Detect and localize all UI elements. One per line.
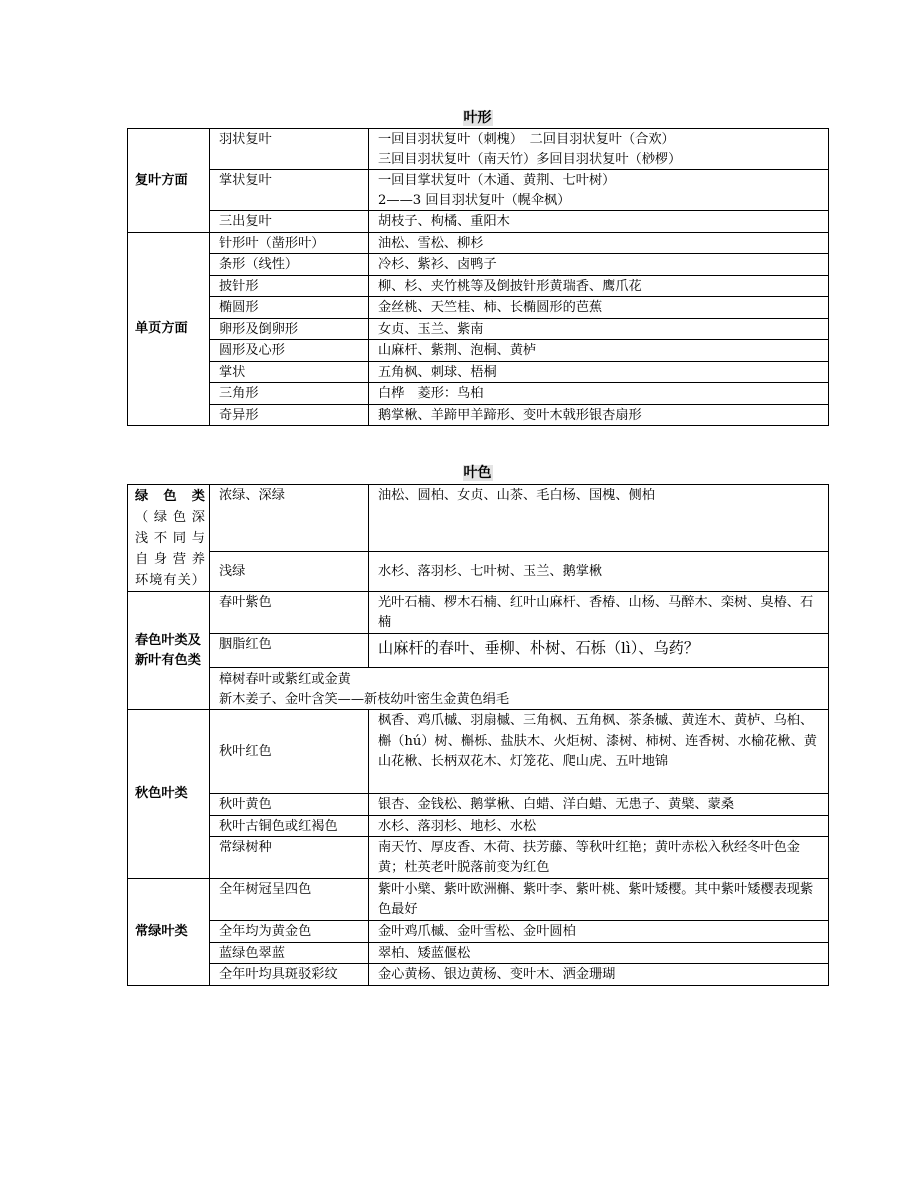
leaf-color-title: 叶色: [463, 465, 492, 481]
table-row: [128, 485, 829, 552]
table-row: [128, 879, 829, 921]
type-cell: 针形叶（凿形叶）: [210, 232, 369, 254]
example-cell: 银杏、金钱松、鹅掌楸、白蜡、洋白蜡、无患子、黄檗、蒙桑: [369, 794, 829, 816]
example-cell: 水杉、落羽杉、七叶树、玉兰、鹅掌楸: [369, 551, 829, 591]
table-row: [128, 297, 829, 319]
table-row: [128, 318, 829, 340]
type-cell: 常绿树种: [210, 837, 369, 879]
table-row: [128, 592, 829, 634]
type-cell: 椭圆形: [210, 297, 369, 319]
table-row: [128, 361, 829, 383]
example-cell: 水杉、落羽杉、地杉、水松: [369, 815, 829, 837]
category-autumn: 秋色叶类: [128, 710, 210, 879]
example-cell: 南天竹、厚皮香、木荷、扶芳藤、等秋叶红艳；黄叶赤松入秋经冬叶色金黄；杜英老叶脱落前变为红色: [369, 837, 829, 879]
example-cell: 女贞、玉兰、紫南: [369, 318, 829, 340]
type-cell: 条形（线性）: [210, 254, 369, 276]
type-cell: 春叶紫色: [210, 592, 369, 634]
example-cell: 胡枝子、枸橘、重阳木: [369, 211, 829, 233]
table-row: [128, 551, 829, 591]
type-cell: 三角形: [210, 383, 369, 405]
type-cell: 全年树冠呈四色: [210, 879, 369, 921]
leaf-color-table: [127, 484, 829, 986]
table-row: [128, 404, 829, 426]
type-cell: 羽状复叶: [210, 129, 369, 170]
example-cell: 油松、圆柏、女贞、山茶、毛白杨、国槐、侧柏: [369, 485, 829, 552]
table-row: [128, 964, 829, 986]
leaf-shape-table: [127, 128, 829, 426]
example-cell: 金丝桃、天竺桂、柿、长椭圆形的芭蕉: [369, 297, 829, 319]
type-cell: 全年叶均具斑驳彩纹: [210, 964, 369, 986]
type-cell: 浓绿、深绿: [210, 485, 369, 552]
type-cell: 三出复叶: [210, 211, 369, 233]
example-cell: 山麻杆、紫荆、泡桐、黄栌: [369, 340, 829, 362]
type-cell: 掌状复叶: [210, 170, 369, 211]
example-cell: 鹅掌楸、羊蹄甲羊蹄形、变叶木戟形银杏扇形: [369, 404, 829, 426]
example-cell: 一回目掌状复叶（木通、黄荆、七叶树） 2——3 回目羽状复叶（幌伞枫）: [369, 170, 829, 211]
category-evergreen: 常绿叶类: [128, 879, 210, 986]
table-row: [128, 815, 829, 837]
table-row: [128, 837, 829, 879]
example-cell: 光叶石楠、椤木石楠、红叶山麻杆、香椿、山杨、马醉木、栾树、臭椿、石楠: [369, 592, 829, 634]
type-cell: 圆形及心形: [210, 340, 369, 362]
type-cell: 卵形及倒卵形: [210, 318, 369, 340]
category-green: 绿 色 类 （绿色深 浅不同与 自身营养 环境有关）: [128, 485, 210, 592]
example-cell: 一回目羽状复叶（刺槐） 二回目羽状复叶（合欢） 三回目羽状复叶（南天竹）多回目羽状复叶（桫椤）: [369, 129, 829, 170]
type-cell: 秋叶古铜色或红褐色: [210, 815, 369, 837]
type-cell: 披针形: [210, 275, 369, 297]
example-cell: 冷杉、紫衫、卤鸭子: [369, 254, 829, 276]
example-cell: 金叶鸡爪槭、金叶雪松、金叶圆柏: [369, 921, 829, 943]
type-cell: 胭脂红色: [210, 634, 369, 668]
type-cell: 掌状: [210, 361, 369, 383]
example-cell: 金心黄杨、银边黄杨、变叶木、洒金珊瑚: [369, 964, 829, 986]
example-cell: 翠柏、矮蓝偃松: [369, 942, 829, 964]
note-cell: 樟树春叶或紫红或金黄 新木姜子、金叶含笑——新枝幼叶密生金黄色绢毛: [210, 668, 829, 710]
type-cell: 浅绿: [210, 551, 369, 591]
example-cell: 山麻杆的春叶、垂柳、朴树、石栎（lì）、乌药？: [369, 634, 829, 668]
example-cell: 白桦 菱形：鸟桕: [369, 383, 829, 405]
table-row: [128, 710, 829, 794]
example-cell: 柳、杉、夹竹桃等及倒披针形黄瑞香、鹰爪花: [369, 275, 829, 297]
table-row: [128, 383, 829, 405]
table-row: [128, 232, 829, 254]
table-row: [128, 254, 829, 276]
leaf-shape-title: 叶形: [463, 110, 492, 126]
table-row: [128, 794, 829, 816]
table-row: [128, 634, 829, 668]
category-simple: 单页方面: [128, 232, 210, 426]
table-row: [128, 668, 829, 710]
category-compound: 复叶方面: [128, 129, 210, 233]
category-spring: 春色叶类及新叶有色类: [128, 592, 210, 710]
table-row: [128, 921, 829, 943]
table-row: [128, 129, 829, 170]
type-cell: 秋叶红色: [210, 710, 369, 794]
example-cell: 油松、雪松、柳杉: [369, 232, 829, 254]
type-cell: 全年均为黄金色: [210, 921, 369, 943]
type-cell: 奇异形: [210, 404, 369, 426]
example-cell: 五角枫、刺球、梧桐: [369, 361, 829, 383]
table-row: [128, 942, 829, 964]
table-row: [128, 340, 829, 362]
table-row: [128, 275, 829, 297]
example-cell: 枫香、鸡爪槭、羽扇槭、三角枫、五角枫、茶条槭、黄连木、黄栌、乌桕、槲（hú）树、槲栎、盐肤木、火炬树、漆树、柿树、连香树、水榆花楸、黄山花楸、长柄双花木、灯笼花、爬山虎、五叶地锦: [369, 710, 829, 794]
example-cell: 紫叶小檗、紫叶欧洲槲、紫叶李、紫叶桃、紫叶矮樱。其中紫叶矮樱表现紫色最好: [369, 879, 829, 921]
table-row: [128, 170, 829, 211]
type-cell: 蓝绿色翠蓝: [210, 942, 369, 964]
table-row: [128, 211, 829, 233]
type-cell: 秋叶黄色: [210, 794, 369, 816]
